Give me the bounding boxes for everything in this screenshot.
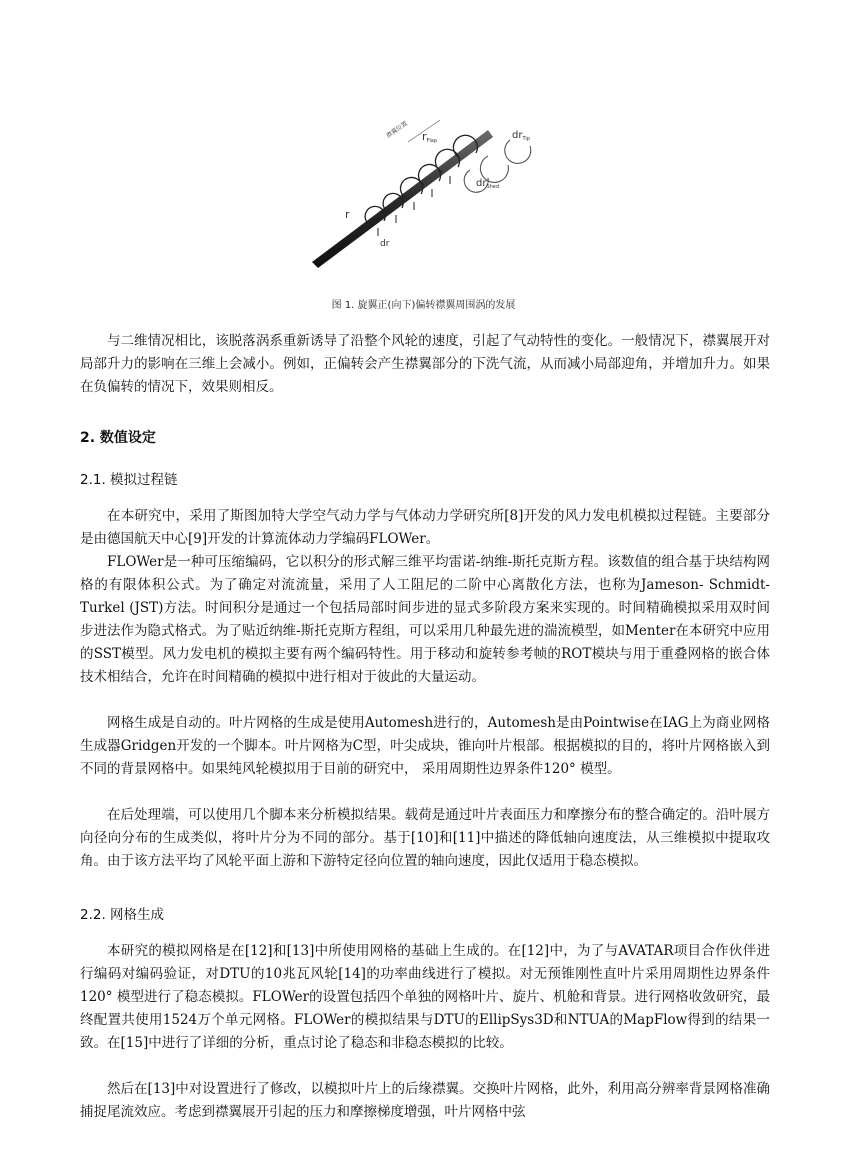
paragraph-2-2-1: 本研究的模拟网格是在[12]和[13]中所使用网格的基础上生成的。在[12]中，为了与AVATAR项目合作伙伴进行编码对编码验证，对DTU的10兆瓦风轮[14]的功率曲线进行了模拟。对无预锥刚性直叶片采用周期性边界条件120° 模型进行了稳态模拟。FLOWer的设置包括四个单独的网格叶片、旋片、机舱和背景。进行网格收敛研究，最终配置共使用1524万个单元网格。FLOWer的模拟结果与DTU的EllipSys3D和NTUA的MapFlow得到的结果一致。在[15]中进行了详细的分析，重点讨论了稳态和非稳态模拟的比较。 [80, 943, 770, 1051]
vortex-figure [300, 100, 550, 275]
figure-caption: 图 1. 旋翼正(向下)偏转襟翼周围涡的发展 [331, 300, 516, 311]
dr-tip-label: $dr_{Tip}$ [512, 130, 530, 142]
r-label: r [345, 208, 350, 221]
paragraph-2-2-2: 然后在[13]中对设置进行了修改，以模拟叶片上的后缘襟翼。交换叶片网格，此外，利用高分辨率背景网格准确捕捉尾流效应。考虑到襟翼展开引起的压力和摩擦梯度增强，叶片网格中弦 [80, 1081, 770, 1120]
r-flap-label: rFlap [422, 130, 438, 144]
paragraph-2-1-2: FLOWer是一种可压缩编码，它以积分的形式解三维平均雷诺-纳维-斯托克斯方程。该数值的组合基于块结构网格的有限体积公式。为了确定对流流量，采用了人工阻尼的二阶中心离散化方法，也称为Jameson- Schmidt-Turkel (JST)方法。时间积分是通过一个包括局部时间步进的显式多阶段方案来实现的。时间精确模拟采用双时间步进法作为隐式格式。为了贴近纳维-斯托克斯方程组，可以采用几种最先进的湍流模型，如Menter在本研究中应用的SST模型。风力发电机的模拟主要有两个编码特性。用于移动和旋转参考帧的ROT模块与用于重叠网格的嵌合体技术相结合，允许在时间精确的模拟中进行相对于彼此的大量运动。 [80, 554, 770, 685]
dr-shed-label: $dr_{Shed}$ [476, 178, 500, 190]
paragraph-2-1-4: 在后处理端，可以使用几个脚本来分析模拟结果。载荷是通过叶片表面压力和摩擦分布的整合确定的。沿叶展方向径向分布的生成类似，将叶片分为不同的部分。基于[10]和[11]中描述的降低轴向速度法，从三维模拟中提取攻角。由于该方法平均了风轮平面上游和下游特定径向位置的轴向速度，因此仅适用于稳态模拟。 [80, 807, 770, 869]
subsection-heading-2-2: 2.2. 网格生成 [80, 907, 165, 923]
dr-label: dr [380, 239, 390, 249]
paragraph-2-1-1: 在本研究中，采用了斯图加特大学空气动力学与气体动力学研究所[8]开发的风力发电机模拟过程链。主要部分是由德国航天中心[9]开发的计算流体动力学编码FLOWer。 [80, 508, 770, 547]
paragraph-2-1-3: 网格生成是自动的。叶片网格的生成是使用Automesh进行的，Automesh是由Pointwise在IAG上为商业网格生成器Gridgen开发的一个脚本。叶片网格为C型，叶尖成块，锥向叶片根部。根据模拟的目的，将叶片网格嵌入到不同的背景网格中。如果纯风轮模拟用于目前的研究中， 采用周期性边界条件120° 模型。 [80, 715, 770, 777]
subsection-heading-2-1: 2.1. 模拟过程链 [80, 472, 178, 488]
intro-paragraph: 与二维情况相比，该脱落涡系重新诱导了沿整个风轮的速度，引起了气动特性的变化。一般情况下，襟翼展开对局部升力的影响在三维上会减小。例如，正偏转会产生襟翼部分的下洗气流，从而减小局部迎角，并增加升力。如果在负偏转的情况下，效果则相反。 [80, 333, 770, 395]
section-heading: 2. 数值设定 [80, 430, 156, 446]
top-annotation: 襟翼位置 [385, 120, 409, 140]
